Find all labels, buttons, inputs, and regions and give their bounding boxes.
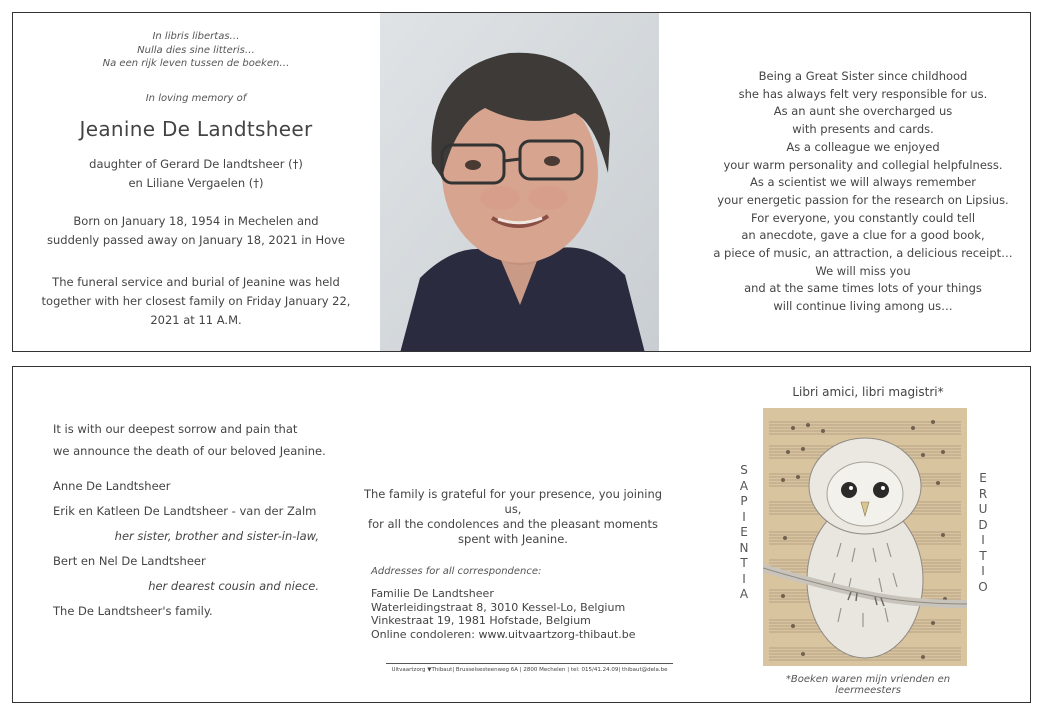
gratitude-line: for all the condolences and the pleasant moments xyxy=(368,517,658,531)
letter: S xyxy=(740,463,748,477)
tribute-line: your warm personality and collegial helpfulness. xyxy=(723,157,1003,172)
owl-illustration xyxy=(763,408,967,666)
inside-card xyxy=(12,366,1031,703)
tribute-line: Being a Great Sister since childhood xyxy=(758,69,968,83)
born-line: suddenly passed away on January 18, 2021 in Hove xyxy=(46,233,346,247)
family-name: Erik en Katleen De Landtsheer - van der Zalm xyxy=(53,504,317,518)
address-line: Online condoleren: www.uitvaartzorg-thibaut.be xyxy=(371,627,636,641)
gratitude-text xyxy=(363,487,663,547)
letter: N xyxy=(739,540,749,555)
born-text xyxy=(13,212,379,250)
tribute-line: For everyone, you constantly could tell xyxy=(750,210,976,225)
family-role: her sister, brother and sister-in-law, xyxy=(114,529,319,543)
family-name: Bert en Nel De Landtsheer xyxy=(53,554,206,568)
funeral-line: 2021 at 11 A.M. xyxy=(150,313,242,327)
portrait-photo xyxy=(380,13,659,352)
funeral-line: together with her closest family on Friday January 22, xyxy=(41,294,351,308)
funeral-line: The funeral service and burial of Jeanine was held xyxy=(52,275,340,289)
announcement-line: we announce the death of our beloved Jeanine. xyxy=(53,444,326,458)
born-line: Born on January 18, 1954 in Mechelen and xyxy=(73,214,319,228)
memory-heading: In loving memory of xyxy=(145,93,247,104)
letter: I xyxy=(981,564,985,578)
tribute-line: As a colleague we enjoyed xyxy=(786,139,940,154)
family-name: The De Landtsheer's family. xyxy=(53,604,213,618)
tribute-line: with presents and cards. xyxy=(792,122,934,137)
quote-line: In libris libertas… xyxy=(152,31,240,42)
letter: R xyxy=(978,486,988,501)
parents-text xyxy=(13,155,379,193)
letter: E xyxy=(740,525,748,539)
footer-divider xyxy=(386,663,673,664)
quote-line: Nulla dies sine litteris… xyxy=(137,44,255,56)
tribute-line: and at the same times lots of your things xyxy=(744,281,982,296)
address-line: Waterleidingstraat 8, 3010 Kessel-Lo, Belgium xyxy=(371,600,626,614)
front-card xyxy=(12,12,1031,352)
gratitude-line: The family is grateful for your presence, you joining us, xyxy=(363,487,663,516)
letter: U xyxy=(978,502,988,516)
vertical-word-right xyxy=(976,471,990,595)
announcement-line: It is with our deepest sorrow and pain that xyxy=(53,422,298,436)
letter: O xyxy=(978,579,988,594)
motto-translation: *Boeken waren mijn vrienden en leermeesters xyxy=(785,674,951,696)
funeral-home-footer: Uitvaartzorg ▼Thibaut| Brusselsesteenweg 6A | 2800 Mechelen | tel: 015/41.24.09| thibaut@dela.be xyxy=(391,667,668,673)
addresses-heading: Addresses for all correspondence: xyxy=(371,566,542,577)
letter: I xyxy=(742,509,746,524)
quote-line: Na een rijk leven tussen de boeken… xyxy=(102,58,290,69)
tribute-line: As a scientist we will always remember xyxy=(749,175,976,190)
tribute-line: she has always felt very responsible for us. xyxy=(738,86,988,101)
family-role: her dearest cousin and niece. xyxy=(148,579,319,593)
funeral-text xyxy=(13,273,379,330)
letter: T xyxy=(740,556,748,570)
letter: E xyxy=(979,471,987,485)
letter: T xyxy=(979,548,987,563)
tribute-line: We will miss you xyxy=(815,263,911,278)
deceased-name: Jeanine De Landtsheer xyxy=(79,117,313,141)
parents-line: daughter of Gerard De landtsheer (†) xyxy=(89,157,303,171)
motto: Libri amici, libri magistri* xyxy=(792,385,944,399)
latin-quote xyxy=(13,30,379,71)
family-name: Anne De Landtsheer xyxy=(53,479,171,493)
letter: A xyxy=(739,587,749,601)
tribute-line: As an aunt she overcharged us xyxy=(773,104,953,119)
gratitude-line: spent with Jeanine. xyxy=(458,532,568,546)
tribute-line: a piece of music, an attraction, a delicious receipt… xyxy=(713,246,1013,261)
address-line: Familie De Landtsheer xyxy=(371,587,494,600)
tribute-text xyxy=(713,68,1013,316)
tribute-line: your energetic passion for the research on Lipsius. xyxy=(717,192,1009,207)
letter: A xyxy=(739,478,749,493)
vertical-word-left xyxy=(737,463,751,603)
letter: I xyxy=(742,571,746,586)
tribute-line: will continue living among us… xyxy=(773,299,953,314)
tribute-line: an anecdote, gave a clue for a good book, xyxy=(741,228,985,243)
addresses-block xyxy=(371,587,636,641)
parents-line: en Liliane Vergaelen (†) xyxy=(128,176,264,190)
address-line: Vinkestraat 19, 1981 Hofstade, Belgium xyxy=(371,614,591,627)
letter: I xyxy=(981,533,985,547)
letter: D xyxy=(978,517,988,532)
letter: P xyxy=(740,494,748,508)
